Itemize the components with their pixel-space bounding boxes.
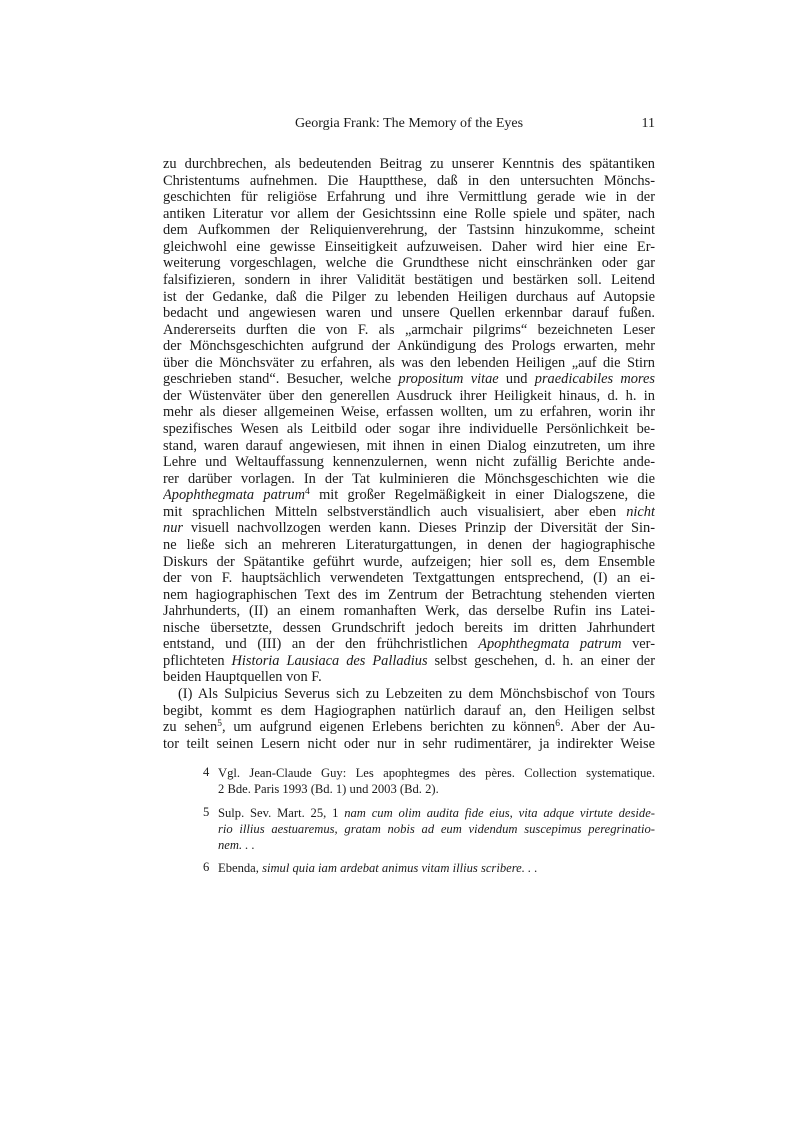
text-segment: 2 Bde. Paris 1993 (Bd. 1) und 2003 (Bd. 2). — [218, 782, 439, 796]
italic-text: nur — [163, 520, 183, 537]
text-segment: tor teilt seinen Lesern nicht oder nur in sehr rudimentärer, ja indirekter Weise — [163, 735, 655, 752]
text-line — [163, 653, 655, 670]
text-line — [163, 620, 655, 637]
text-line — [163, 570, 655, 587]
italic-text: Historia Lausiaca des Palladius — [231, 652, 428, 669]
text-line — [163, 156, 655, 173]
italic-text: rio illius aestuaremus, gratam nobis ad eum videndum suscepimus peregrinatio- — [218, 821, 655, 836]
text-segment: geschrieben stand“. Besucher, welche — [163, 371, 399, 388]
text-line — [163, 272, 655, 289]
text-line — [163, 719, 655, 736]
text-segment: mehr als dieser allgemeinen Weise, erfassen wollten, um zu erfahren, worin ihr — [163, 404, 655, 421]
italic-text: simul quia iam ardebat animus vitam illius scribere. . . — [262, 861, 538, 875]
footnote-number: 5 — [203, 804, 210, 819]
text-segment: ver- — [621, 636, 655, 653]
text-segment: der von F. hauptsächlich verwendeten Textgattungen entsprechend, (I) an ei- — [163, 570, 655, 587]
text-line — [163, 537, 655, 554]
footnote-reference[interactable]: 5 — [217, 719, 222, 730]
text-line — [163, 404, 655, 421]
footnote-line — [218, 805, 655, 821]
page-number: 11 — [641, 116, 655, 131]
body-text — [163, 156, 655, 752]
text-line — [163, 189, 655, 206]
text-segment: gleichwohl eine gewisse Einseitigkeit aufzuweisen. Daher wird hier eine Er- — [163, 238, 655, 255]
text-segment: der Wüstenväter über den generellen Ausdruck ihrer Heiligkeit hinaus, d. h. in — [163, 387, 655, 404]
text-segment: geschichten für religiöse Erfahrung und ihre Vermittlung gerade wie in der — [163, 189, 655, 206]
text-segment: nem hagiographischen Text des im Zentrum der Betrachtung stehenden vierten — [163, 586, 655, 603]
text-line — [163, 504, 655, 521]
text-line — [163, 322, 655, 339]
text-line — [163, 206, 655, 223]
text-segment: bedacht und angewiesen waren und unsere Quellen erkennbar darauf fußen. — [163, 305, 655, 322]
text-segment: der Mönchsgeschichten aufgrund der Ankündigung des Prologs erwarten, mehr — [163, 338, 655, 355]
text-line — [163, 371, 655, 388]
footnote-number: 6 — [203, 860, 210, 874]
text-segment: rer darüber vorlagen. In der Tat kulminieren die Mönchsgeschichten wie die — [163, 470, 655, 487]
text-line — [163, 454, 655, 471]
footnote-number: 4 — [203, 765, 210, 779]
footnote-line — [218, 781, 655, 797]
footnotes — [203, 765, 655, 884]
text-line — [163, 487, 655, 504]
text-segment: dem Aufkommen der Reliquienverehrung, der Tastsinn hinzukomme, scheint — [163, 222, 655, 239]
text-line — [163, 239, 655, 256]
text-line — [163, 388, 655, 405]
text-line — [163, 305, 655, 322]
running-header — [163, 116, 655, 134]
text-segment: stand, waren darauf angewiesen, mit ihnen in einen Dialog einzutreten, um ihre — [163, 437, 655, 454]
italic-text: praedicabiles mores — [534, 371, 655, 388]
text-line — [163, 736, 655, 753]
footnote — [203, 805, 655, 853]
text-segment: visuell nachvollzogen werden kann. Dieses Prinzip der Diversität der Sin- — [183, 520, 655, 537]
text-line — [163, 255, 655, 272]
footnote-line — [218, 860, 655, 876]
text-line — [163, 421, 655, 438]
text-segment: begibt, kommt es dem Hagiographen natürlich darauf an, den Heiligen selbst — [163, 702, 655, 719]
text-segment: Diskurs der Spätantike geführt wurde, aufzeigen; hier soll es, dem Ensemble — [163, 553, 655, 570]
text-segment: spezifisches Wesen als Leitbild oder sogar ihre individuelle Persönlichkeit be- — [163, 421, 655, 437]
italic-text: Apophthegmata patrum — [163, 487, 306, 504]
text-segment: Jahrhunderts, (II) an einem romanhaften Werk, das derselbe Rufin ins Latei- — [163, 603, 655, 620]
text-segment: pflichteten — [163, 652, 232, 669]
text-segment: und — [498, 371, 535, 388]
text-segment: nische übersetzte, dessen Grundschrift jedoch bereits im dritten Jahrhundert — [163, 619, 655, 636]
italic-text: Apophthegmata patrum — [478, 636, 622, 653]
text-segment: Vgl. Jean-Claude Guy: Les apophtegmes des pères. Collection systematique. — [218, 766, 655, 780]
text-segment: zu durchbrechen, als bedeutenden Beitrag zu unserer Kenntnis des spätantiken — [163, 156, 655, 172]
footnote-line — [218, 837, 655, 853]
text-segment: Christentums aufnehmen. Die Hauptthese, daß in den untersuchten Mönchs- — [163, 172, 655, 189]
text-segment: , um aufgrund eigenen Erlebens berichten zu können — [221, 719, 556, 736]
text-segment: mit großer Regelmäßigkeit in einer Dialogszene, die — [309, 487, 655, 504]
footnote-line — [218, 821, 655, 837]
footnote-reference[interactable]: 6 — [555, 719, 560, 730]
italic-text: nicht — [626, 503, 655, 520]
text-segment: Andererseits durften die von F. als „armchair pilgrims“ bezeichneten Leser — [163, 321, 655, 338]
text-segment: falsifizieren, sondern in ihrer Validität bestätigen und bestärken soll. Leitend — [163, 271, 655, 288]
text-line — [163, 703, 655, 720]
text-segment: . Aber der Au- — [559, 719, 655, 736]
running-title: Georgia Frank: The Memory of the Eyes — [294, 116, 524, 131]
text-segment: entstand, und (III) an der den frühchristlichen — [163, 636, 479, 653]
text-line — [163, 554, 655, 571]
text-line — [163, 222, 655, 239]
text-segment: ist der Gedanke, daß die Pilger zu lebenden Heiligen durchaus auf Autopsie — [163, 288, 655, 305]
text-segment: zu sehen — [163, 719, 218, 736]
italic-text: propositum vitae — [398, 371, 499, 388]
text-line — [163, 603, 655, 620]
text-segment: beiden Hauptquellen von F. — [163, 669, 322, 686]
text-line — [163, 355, 655, 372]
italic-text: nem. . . — [218, 837, 255, 852]
text-line — [163, 173, 655, 190]
text-line — [163, 289, 655, 306]
text-segment: ne ließe sich an mehreren Literaturgattungen, in denen der hagiographische — [163, 536, 655, 553]
text-line — [163, 338, 655, 355]
italic-text: nam cum olim audita fide eius, vita adque virtute deside- — [344, 805, 655, 820]
text-segment: antiken Literatur vor allem der Gesichtssinn eine Rolle spiele und später, nach — [163, 205, 655, 222]
text-line — [163, 669, 655, 686]
text-line — [163, 587, 655, 604]
text-segment: selbst geschehen, d. h. an einer der — [427, 652, 655, 669]
text-line — [163, 438, 655, 455]
text-line — [163, 686, 655, 703]
text-segment: Sulp. Sev. Mart. 25, 1 — [218, 805, 345, 820]
text-segment: (I) Als Sulpicius Severus sich zu Lebzeiten zu dem Mönchsbischof von Tours — [178, 686, 655, 702]
footnote-line — [218, 765, 655, 781]
text-line — [163, 471, 655, 488]
text-segment: über die Mönchsväter zu erfahren, als was den lebenden Heiligen „auf die Stirn — [163, 354, 655, 371]
text-segment: mit sprachlichen Mitteln selbstverständlich auch visualisiert, aber eben — [163, 503, 627, 520]
footnote — [203, 860, 655, 876]
text-line — [163, 520, 655, 537]
text-segment: Ebenda, — [218, 861, 263, 875]
footnote-reference[interactable]: 4 — [305, 487, 310, 498]
text-segment: weiterung vorgeschlagen, welche die Grundthese nicht einschränken oder gar — [163, 255, 655, 272]
text-segment: Lehre und Weltauffassung kennenzulernen, wenn nicht zufällig Berichte ande- — [163, 454, 655, 471]
footnote — [203, 765, 655, 797]
text-line — [163, 636, 655, 653]
